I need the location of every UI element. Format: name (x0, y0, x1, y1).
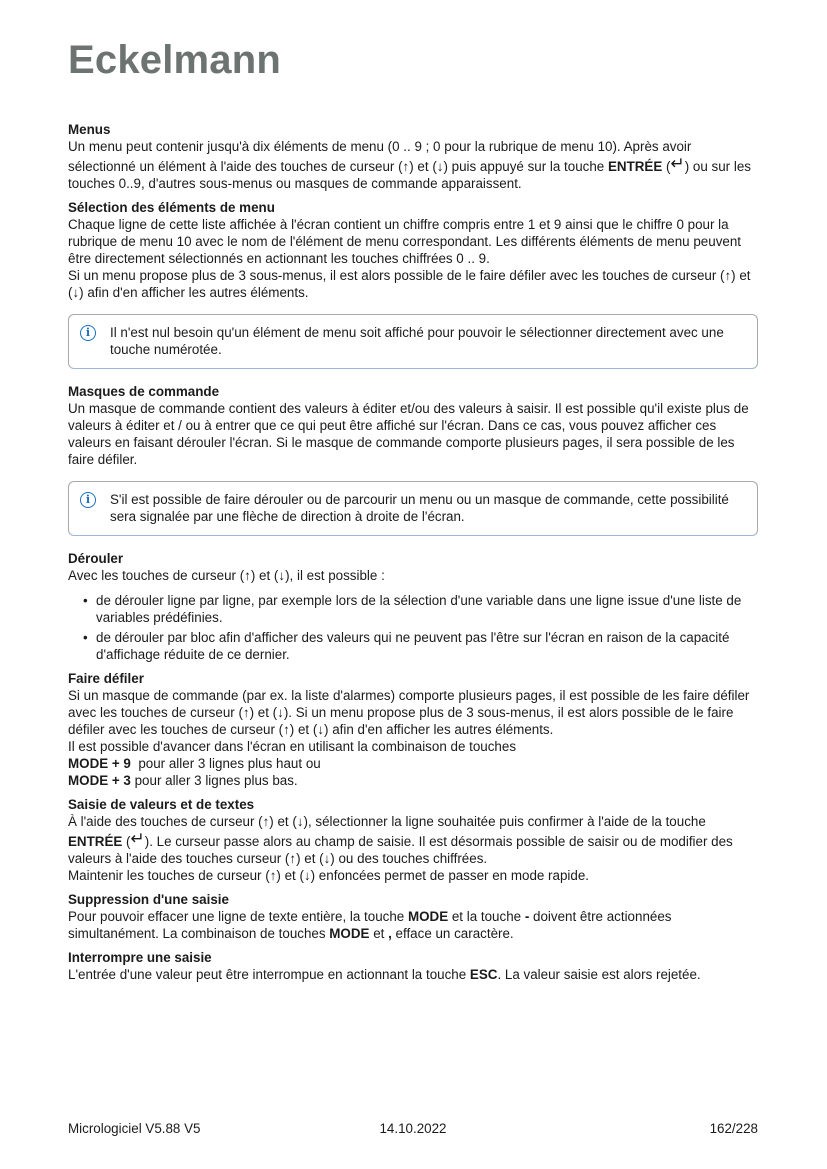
text-run: Si un menu propose plus de 3 sous-menus, il est alors possible de le faire défiler avec les touches de curseur (↑) et (↓) afin d'en afficher les autres éléments. (68, 268, 755, 300)
section-heading: Menus (68, 122, 111, 137)
section-heading: Dérouler (68, 551, 124, 566)
page-content (68, 40, 758, 983)
text-run: ). Le curseur passe alors au champ de saisie. Il est désormais possible de saisir ou de modifier des valeurs à l'aide des touches curseur (↑) et (↓) ou des touches chiffrées. (68, 834, 737, 866)
note-text: S'il est possible de faire dérouler ou de parcourir un menu ou un masque de commande, cette possibilité sera signalée par une flèche de direction à droite de l'écran. (110, 492, 733, 524)
text-run: pour aller 3 lignes plus bas. (130, 773, 298, 788)
info-icon: i (80, 492, 96, 508)
footer-page-number: 162/228 (709, 1121, 758, 1136)
text-run: doivent être actionnées simultanément. La combinaison de touches (68, 909, 676, 941)
text-run: efface un caractère. (391, 926, 514, 941)
text-run: Un menu peut contenir jusqu'à dix éléments de menu (0 .. 9 ; 0 pour la rubrique de menu 10). Après avoir sélectionné un élément à l'aide des touches de curseur (↑) et (↓) puis appuyé sur la touche (68, 139, 696, 174)
footer-date: 14.10.2022 (379, 1121, 447, 1136)
section-heading: Saisie de valeurs et de textes (68, 797, 255, 812)
paragraph (68, 216, 758, 267)
info-icon: i (80, 325, 96, 341)
text-run: Maintenir les touches de curseur (↑) et (↓) enfoncées permet de passer en mode rapide. (68, 868, 590, 883)
paragraph (68, 813, 758, 867)
paragraph (68, 567, 758, 584)
text-run: À l'aide des touches de curseur (↑) et (↓), sélectionner la ligne souhaitée puis confirmer à l'aide de la touche (68, 814, 710, 829)
section-heading: Masques de commande (68, 384, 220, 399)
text-run: et la touche (448, 909, 525, 924)
section-heading: Interrompre une saisie (68, 950, 212, 965)
bullet-item: • de dérouler ligne par ligne, par exemple lors de la sélection d'une variable dans une ligne issue d'une liste de variables prédéfinies. (96, 592, 758, 626)
text-run: ) ou sur les touches 0..9, d'autres sous-menus ou masques de commande apparaissent. (68, 159, 755, 191)
section-heading: Faire défiler (68, 671, 144, 686)
paragraph (68, 908, 758, 942)
key-label: ENTRÉE (607, 159, 663, 174)
text-run: Si un masque de commande (par ex. la liste d'alarmes) comporte plusieurs pages, il est possible de les faire défiler avec les touches de curseur (↑) et (↓). Si un menu propose plus de 3 sous-menus, il est alors possible de le faire défiler avec les touches de curseur (↑) et (↓) afin d'en afficher les autres éléments. (68, 688, 754, 737)
paragraph (68, 267, 758, 301)
enter-key-icon: ↵ (130, 829, 145, 848)
paragraph (68, 772, 758, 789)
text-run: Un masque de commande contient des valeurs à éditer et/ou des valeurs à saisir. Il est possible qu'il existe plus de valeurs à éditer et / ou à entrer que ce qui peut être affiché sur l'écran. Dans ce cas, vous pouvez afficher ces valeurs en faisant dérouler l'écran. Si le masque de commande comporte plusieurs pages, il sera possible de les faire défiler. (68, 401, 753, 467)
section-heading: Suppression d'une saisie (68, 892, 229, 907)
text-run: . La valeur saisie est alors rejetée. (497, 967, 701, 982)
text-run: L'entrée d'une valeur peut être interrompue en actionnant la touche (68, 967, 470, 982)
footer (68, 1120, 758, 1137)
paragraph (68, 138, 758, 192)
paragraph (68, 755, 758, 772)
eckelmann-logo: Eckelmann (68, 38, 282, 82)
text-run: pour aller 3 lignes plus haut ou (130, 756, 321, 771)
bullet-list (68, 592, 758, 663)
paragraph (68, 738, 758, 755)
text-run: Il est possible d'avancer dans l'écran en utilisant la combinaison de touches (68, 739, 517, 754)
text-run: Chaque ligne de cette liste affichée à l'écran contient un chiffre compris entre 1 et 9 ainsi que le chiffre 0 pour la rubrique de menu 10 avec le nom de l'élément de menu correspondant. Les différents éléments de menu peuvent être directement sélectionnés en actionnant les touches chiffrées 0 .. 9. (68, 217, 745, 266)
key-label: ENTRÉE (68, 834, 123, 849)
paragraph (68, 687, 758, 738)
key-label: MODE (329, 926, 370, 941)
text-run: et (369, 926, 389, 941)
bullet-item: • de dérouler par bloc afin d'afficher des valeurs qui ne peuvent pas l'être sur l'écran en raison de la capacité d'affichage réduite de ce dernier. (96, 629, 758, 663)
document-body (68, 121, 758, 983)
text-run: Pour pouvoir effacer une ligne de texte entière, la touche (68, 909, 408, 924)
enter-key-icon: ↵ (670, 154, 685, 173)
key-label: MODE + 3 (68, 773, 131, 788)
info-note (68, 481, 758, 536)
footer-version: Micrologiciel V5.88 V5 (68, 1121, 201, 1136)
paragraph (68, 400, 758, 468)
info-note (68, 314, 758, 369)
key-label: - (524, 909, 530, 924)
text-run: ( (122, 834, 131, 849)
key-label: ESC (469, 967, 498, 982)
paragraph (68, 966, 758, 983)
text-run: Avec les touches de curseur (↑) et (↓), il est possible : (68, 568, 385, 583)
section-heading: Sélection des éléments de menu (68, 200, 275, 215)
key-label: MODE + 9 (68, 756, 131, 771)
paragraph (68, 867, 758, 884)
key-label: , (388, 926, 392, 941)
key-label: MODE (407, 909, 449, 924)
text-run: ( (662, 159, 671, 174)
note-text: Il n'est nul besoin qu'un élément de menu soit affiché pour pouvoir le sélectionner directement avec une touche numérotée. (110, 325, 728, 357)
